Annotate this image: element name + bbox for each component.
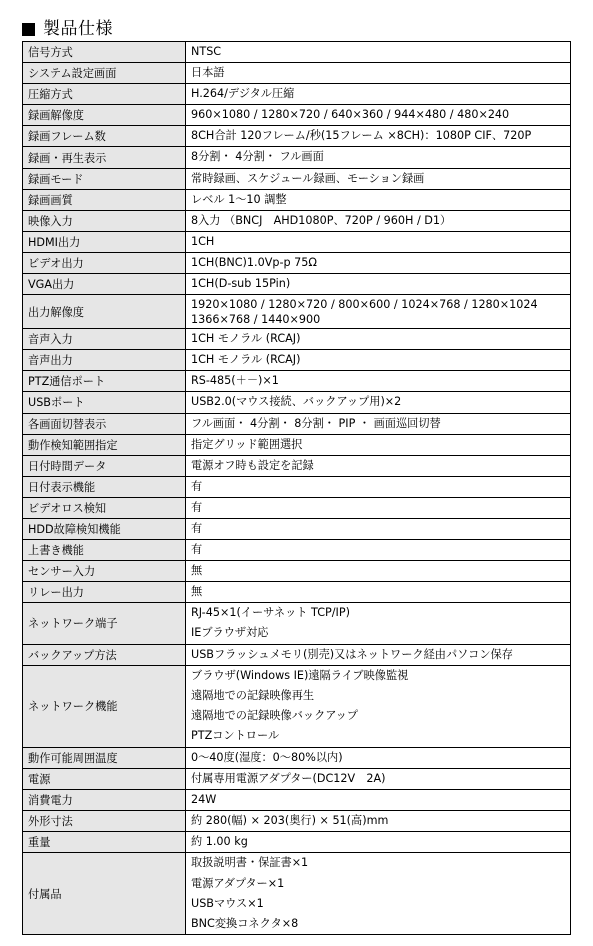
spec-value: 960×1080 / 1280×720 / 640×360 / 944×480 / 480×240 [191, 108, 510, 122]
spec-value-cell [186, 582, 571, 603]
spec-label: 映像入力 [23, 210, 186, 231]
spec-value: 付属専用電源アダプター(DC12V 2A) [191, 771, 386, 785]
spec-value-cell [186, 147, 571, 168]
spec-row [23, 665, 571, 747]
spec-value-cell [186, 497, 571, 518]
spec-row [23, 274, 571, 295]
spec-label: 録画解像度 [23, 105, 186, 126]
spec-value: RS-485(＋－)×1 [191, 374, 279, 388]
spec-row [23, 789, 571, 810]
spec-label: 音声出力 [23, 350, 186, 371]
spec-label: VGA出力 [23, 274, 186, 295]
spec-row [23, 392, 571, 413]
spec-label: 日付表示機能 [23, 476, 186, 497]
spec-label: 動作検知範囲指定 [23, 434, 186, 455]
spec-value-cell [186, 274, 571, 295]
spec-value-cell [186, 644, 571, 665]
spec-label: 録画画質 [23, 189, 186, 210]
spec-value: 無 [191, 564, 203, 578]
spec-row [23, 231, 571, 252]
spec-row [23, 768, 571, 789]
spec-value: 有 [191, 521, 203, 535]
spec-label: リレー出力 [23, 582, 186, 603]
spec-row [23, 42, 571, 63]
spec-row [23, 210, 571, 231]
spec-value: 1CH(BNC)1.0Vp-p 75Ω [191, 255, 317, 269]
spec-label: ネットワーク端子 [23, 603, 186, 644]
square-bullet-icon [22, 23, 35, 36]
spec-value-cell [186, 789, 571, 810]
spec-value: 有 [191, 500, 203, 514]
spec-value: NTSC [191, 45, 222, 58]
spec-value: RJ-45×1(イーサネット TCP/IP) [191, 606, 350, 620]
spec-row [23, 84, 571, 105]
spec-value: 約 1.00 kg [191, 835, 248, 848]
spec-label: 録画モード [23, 168, 186, 189]
spec-row [23, 329, 571, 350]
spec-row [23, 810, 571, 831]
spec-value: 電源アダプター×1 [191, 876, 285, 890]
spec-row [23, 168, 571, 189]
spec-value: 日本語 [191, 66, 225, 80]
spec-row [23, 476, 571, 497]
spec-value: 無 [191, 585, 203, 599]
spec-label: センサー入力 [23, 561, 186, 582]
spec-value-cell [186, 252, 571, 273]
spec-label: ビデオ出力 [23, 252, 186, 273]
spec-row [23, 561, 571, 582]
spec-row [23, 350, 571, 371]
spec-label: HDMI出力 [23, 231, 186, 252]
spec-value: PTZコントロール [191, 729, 280, 743]
spec-row [23, 832, 571, 853]
spec-label: 出力解像度 [23, 295, 186, 329]
spec-value: USBマウス×1 [191, 896, 264, 910]
spec-value-cell [186, 413, 571, 434]
spec-value-cell [186, 350, 571, 371]
spec-value-cell [186, 84, 571, 105]
spec-value: 指定グリッド範囲選択 [191, 437, 303, 451]
spec-value: 電源オフ時も設定を記録 [191, 458, 314, 472]
spec-label: 録画・再生表示 [23, 147, 186, 168]
spec-value: USB2.0(マウス接続、バックアップ用)×2 [191, 395, 402, 409]
spec-row [23, 455, 571, 476]
spec-row [23, 63, 571, 84]
spec-value: IEブラウザ対応 [191, 626, 269, 640]
spec-value-cell [186, 434, 571, 455]
spec-value-cell [186, 63, 571, 84]
spec-value-cell [186, 295, 571, 329]
spec-value-cell [186, 210, 571, 231]
spec-row [23, 252, 571, 273]
spec-row [23, 603, 571, 644]
spec-value-cell [186, 329, 571, 350]
spec-label: 各画面切替表示 [23, 413, 186, 434]
spec-label: USBポート [23, 392, 186, 413]
spec-label: HDD故障検知機能 [23, 518, 186, 539]
spec-value-cell [186, 518, 571, 539]
spec-row [23, 497, 571, 518]
spec-row [23, 189, 571, 210]
spec-value-cell [186, 126, 571, 147]
spec-row [23, 853, 571, 935]
spec-row [23, 434, 571, 455]
spec-value: 取扱説明書・保証書×1 [191, 856, 309, 870]
spec-value: USBフラッシュメモリ(別売)又はネットワーク経由パソコン保存 [191, 647, 513, 661]
spec-value-cell [186, 540, 571, 561]
spec-value: 有 [191, 543, 203, 557]
spec-label: システム設定画面 [23, 63, 186, 84]
spec-value: 有 [191, 479, 203, 493]
spec-value: 約 280(幅) × 203(奥行) × 51(高)mm [191, 813, 389, 827]
spec-label: 圧縮方式 [23, 84, 186, 105]
spec-value-cell [186, 231, 571, 252]
spec-value: 1CH モノラル (RCAJ) [191, 332, 301, 346]
spec-value: BNC変換コネクタ×8 [191, 916, 299, 930]
spec-value-cell [186, 189, 571, 210]
spec-value-cell [186, 371, 571, 392]
spec-value: 8分割・ 4分割・ フル画面 [191, 150, 324, 164]
spec-value-cell [186, 603, 571, 644]
spec-value-cell [186, 561, 571, 582]
spec-value: ブラウザ(Windows IE)遠隔ライブ映像監視 [191, 668, 409, 682]
spec-row [23, 413, 571, 434]
spec-value: 1366×768 / 1440×900 [191, 312, 321, 326]
spec-label: 重量 [23, 832, 186, 853]
spec-label: 電源 [23, 768, 186, 789]
spec-label: 付属品 [23, 853, 186, 935]
spec-row [23, 747, 571, 768]
spec-row [23, 295, 571, 329]
spec-row [23, 582, 571, 603]
spec-value-cell [186, 476, 571, 497]
spec-label: 上書き機能 [23, 540, 186, 561]
spec-value-cell [186, 810, 571, 831]
spec-label: 録画フレーム数 [23, 126, 186, 147]
spec-value: 24W [191, 792, 217, 806]
spec-value: 1CH モノラル (RCAJ) [191, 353, 301, 367]
spec-table-body [23, 42, 571, 935]
spec-label: 外形寸法 [23, 810, 186, 831]
spec-value: 1CH(D-sub 15Pin) [191, 277, 291, 291]
spec-value: 1920×1080 / 1280×720 / 800×600 / 1024×768 / 1280×1024 [191, 297, 538, 311]
spec-label: 日付時間データ [23, 455, 186, 476]
spec-value: 常時録画、スケジュール録画、モーション録画 [191, 171, 425, 185]
spec-row [23, 518, 571, 539]
spec-label: 音声入力 [23, 329, 186, 350]
spec-value-cell [186, 832, 571, 853]
spec-row [23, 371, 571, 392]
spec-value: 8CH合計 120フレーム/秒(15フレーム ×8CH)：1080P CIF、720P [191, 129, 532, 143]
spec-label: PTZ通信ポート [23, 371, 186, 392]
spec-label: 動作可能周囲温度 [23, 747, 186, 768]
spec-value-cell [186, 747, 571, 768]
spec-value-cell [186, 105, 571, 126]
spec-value: フル画面・ 4分割・ 8分割・ PIP ・ 画面巡回切替 [191, 416, 441, 430]
page-title-block [22, 18, 113, 40]
page-title: 製品仕様 [43, 19, 113, 39]
spec-value-cell [186, 768, 571, 789]
spec-label: 消費電力 [23, 789, 186, 810]
spec-value-cell [186, 853, 571, 935]
spec-value-cell [186, 392, 571, 413]
spec-value-cell [186, 168, 571, 189]
spec-value-cell [186, 665, 571, 747]
spec-value-cell [186, 455, 571, 476]
spec-value: レベル 1～10 調整 [191, 192, 287, 206]
spec-label: ネットワーク機能 [23, 665, 186, 747]
spec-label: バックアップ方法 [23, 644, 186, 665]
spec-value: 遠隔地での記録映像バックアップ [191, 709, 359, 723]
spec-value: 0～40度(湿度：0～80%以内) [191, 750, 343, 764]
spec-value: 遠隔地での記録映像再生 [191, 689, 315, 703]
spec-row [23, 126, 571, 147]
spec-label: ビデオロス検知 [23, 497, 186, 518]
spec-value-cell [186, 42, 571, 63]
spec-row [23, 147, 571, 168]
spec-value: 8入力 （BNCJ AHD1080P、720P / 960H / D1） [191, 213, 452, 227]
spec-row [23, 105, 571, 126]
spec-row [23, 644, 571, 665]
spec-label: 信号方式 [23, 42, 186, 63]
spec-value: H.264/デジタル圧縮 [191, 87, 295, 101]
spec-table [22, 41, 571, 935]
spec-row [23, 540, 571, 561]
spec-value: 1CH [191, 234, 215, 248]
